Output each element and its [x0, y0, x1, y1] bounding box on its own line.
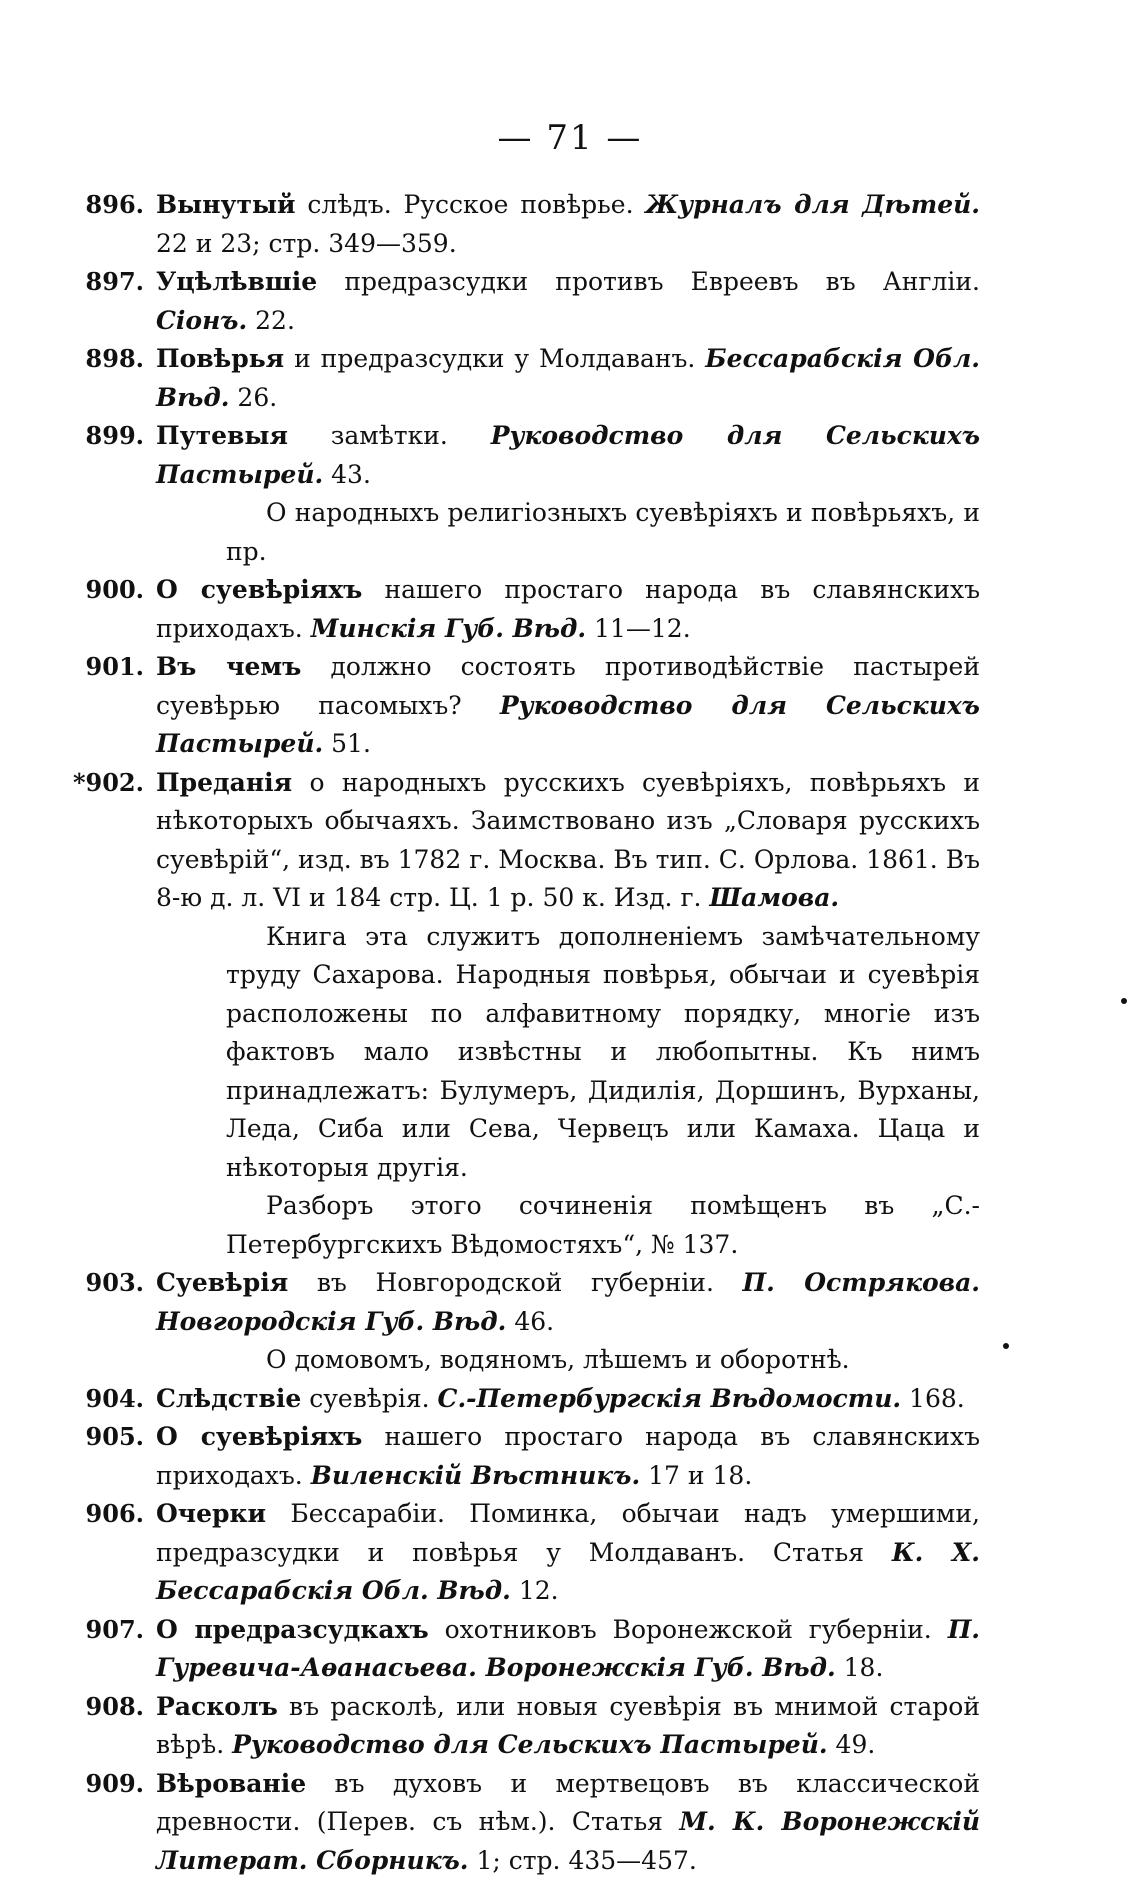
entry-text: въ Новгородской губерніи.	[288, 1268, 742, 1297]
entry-text: предразсудки противъ Евреевъ въ Англіи.	[317, 267, 980, 296]
entry-title: Путевыя	[156, 421, 288, 450]
entry-title: Повѣрья	[156, 344, 284, 373]
entry-text: нашего простаго народа въ славянскихъ приходахъ.	[156, 575, 980, 643]
entry-source: Минскія Губ. Вѣд.	[311, 614, 586, 643]
entry-source: Руководство для Сельскихъ Пастырей.	[156, 421, 980, 489]
entry-tail: 46.	[506, 1307, 554, 1336]
entry-905	[150, 1418, 980, 1495]
print-speck	[1003, 1343, 1009, 1349]
entry-number: 903.	[56, 1264, 144, 1303]
entry-900	[150, 571, 980, 648]
entry-tail: 168.	[901, 1384, 965, 1413]
entry-text: въ расколѣ, или новыя суевѣрія въ мнимой старой вѣрѣ.	[156, 1692, 980, 1760]
entry-tail: 22.	[247, 306, 295, 335]
entry-note: Книга эта служитъ дополненіемъ замѣчательному труду Сахарова. Народныя повѣрья, обычаи и суевѣрія расположены по алфавитному порядку, многіе изъ фактовъ мало извѣстны и любопытны. Къ нимъ принадлежатъ: Булумеръ, Дидилія, Доршинъ, Вурханы, Леда, Сиба или Сева, Червецъ или Камаха. Цаца и нѣкоторыя другія.	[156, 918, 980, 1188]
entry-number: 908.	[56, 1688, 144, 1727]
entry-title: Преданія	[156, 768, 292, 797]
entry-source: С.-Петербургскія Вѣдомости.	[438, 1384, 902, 1413]
entry-909	[150, 1765, 980, 1880]
entry-902	[150, 764, 980, 1265]
entry-tail: 17 и 18.	[640, 1461, 752, 1490]
entry-898	[150, 340, 980, 417]
entry-text: замѣтки.	[288, 421, 491, 450]
entry-tail: 22 и 23; стр. 349—359.	[156, 229, 457, 258]
entry-title: О суевѣріяхъ	[156, 575, 362, 604]
entry-note: О народныхъ религіозныхъ суевѣріяхъ и повѣрьяхъ, и пр.	[156, 494, 980, 571]
entry-number: 898.	[56, 340, 144, 379]
entry-text: суевѣрія.	[301, 1384, 437, 1413]
entry-source: Бессарабскія Обл. Вѣд.	[156, 344, 980, 412]
entry-904	[150, 1380, 980, 1419]
entry-source: Руководство для Сельскихъ Пастырей.	[156, 691, 980, 759]
entry-tail: 1; стр. 435—457.	[469, 1846, 697, 1875]
entry-title: Уцѣлѣвшіе	[156, 267, 317, 296]
entry-text: нашего простаго народа въ славянскихъ приходахъ.	[156, 1422, 980, 1490]
entry-text: о народныхъ русскихъ суевѣріяхъ, повѣрьяхъ и нѣкоторыхъ обычаяхъ. Заимствовано изъ „Словаря русскихъ суевѣрій“, изд. въ 1782 г. Москва. Въ тип. С. Орлова. 1861. Въ 8-ю д. л. VI и 184 стр. Ц. 1 р. 50 к. Изд. г.	[156, 768, 980, 913]
entry-source: К. Х. Бессарабскія Обл. Вѣд.	[156, 1538, 980, 1606]
bibliography-list	[150, 186, 980, 1880]
entry-title: Слѣдствіе	[156, 1384, 301, 1413]
entry-number: 909.	[56, 1765, 144, 1804]
entry-text: охотниковъ Воронежской губерніи.	[429, 1615, 948, 1644]
entry-number: 907.	[56, 1611, 144, 1650]
entry-number: 899.	[56, 417, 144, 456]
entry-source: Руководство для Сельскихъ Пастырей.	[232, 1730, 827, 1759]
entry-title: Въ чемъ	[156, 652, 301, 681]
entry-number: 905.	[56, 1418, 144, 1457]
entry-title: О предразсудкахъ	[156, 1615, 429, 1644]
entry-tail: 26.	[229, 383, 277, 412]
entry-text: въ духовъ и мертвецовъ въ классической древности. (Перев. съ нѣм.). Статья	[156, 1769, 980, 1837]
entry-tail: 51.	[323, 729, 371, 758]
entry-897	[150, 263, 980, 340]
entry-title: Вѣрованіе	[156, 1769, 306, 1798]
entry-896	[150, 186, 980, 263]
entry-source: П. Острякова. Новгородскія Губ. Вѣд.	[156, 1268, 980, 1336]
entry-908	[150, 1688, 980, 1765]
entry-tail: 12.	[511, 1576, 559, 1605]
entry-number: *902.	[56, 764, 144, 803]
entry-text: слѣдъ. Русское повѣрье.	[296, 190, 646, 219]
entry-number: 896.	[56, 186, 144, 225]
entry-text: и предразсудки у Молдаванъ.	[284, 344, 705, 373]
entry-source: Журналъ для Дѣтей.	[645, 190, 980, 219]
entry-source: Виленскій Вѣстникъ.	[311, 1461, 641, 1490]
entry-title: Вынутый	[156, 190, 296, 219]
entry-number: 904.	[56, 1380, 144, 1419]
entry-tail: 11—12.	[586, 614, 691, 643]
page-number: — 71 —	[0, 118, 1140, 158]
entry-906	[150, 1495, 980, 1611]
entry-number: 906.	[56, 1495, 144, 1534]
entry-title: Очерки	[156, 1499, 266, 1528]
entry-source: М. К. Воронежскій Литерат. Сборникъ.	[156, 1807, 980, 1875]
entry-source: Шамова.	[709, 883, 839, 912]
entry-text: Бессарабіи. Поминка, обычаи надъ умершими, предразсудки и повѣрья у Молдаванъ. Статья	[156, 1499, 980, 1567]
entry-source: П. Гуревича-Аѳанасьева. Воронежскія Губ. Вѣд.	[156, 1615, 980, 1683]
entry-901	[150, 648, 980, 764]
entry-text: должно состоять противодѣйствіе пастырей суевѣрью пасомыхъ?	[156, 652, 980, 720]
entry-907	[150, 1611, 980, 1688]
entry-number: 897.	[56, 263, 144, 302]
entry-number: 901.	[56, 648, 144, 687]
entry-title: О суевѣріяхъ	[156, 1422, 362, 1451]
entry-title: Суевѣрія	[156, 1268, 288, 1297]
entry-tail: 43.	[323, 460, 371, 489]
print-speck	[1121, 998, 1127, 1004]
entry-899	[150, 417, 980, 571]
entry-title: Расколъ	[156, 1692, 278, 1721]
entry-number: 900.	[56, 571, 144, 610]
entry-tail: 18.	[836, 1653, 884, 1682]
entry-note: О домовомъ, водяномъ, лѣшемъ и оборотнѣ.	[156, 1341, 980, 1380]
entry-source: Сіонъ.	[156, 306, 247, 335]
entry-tail: 49.	[828, 1730, 876, 1759]
entry-note: Разборъ этого сочиненія помѣщенъ въ „С.-Петербургскихъ Вѣдомостяхъ“, № 137.	[156, 1187, 980, 1264]
entry-903	[150, 1264, 980, 1380]
